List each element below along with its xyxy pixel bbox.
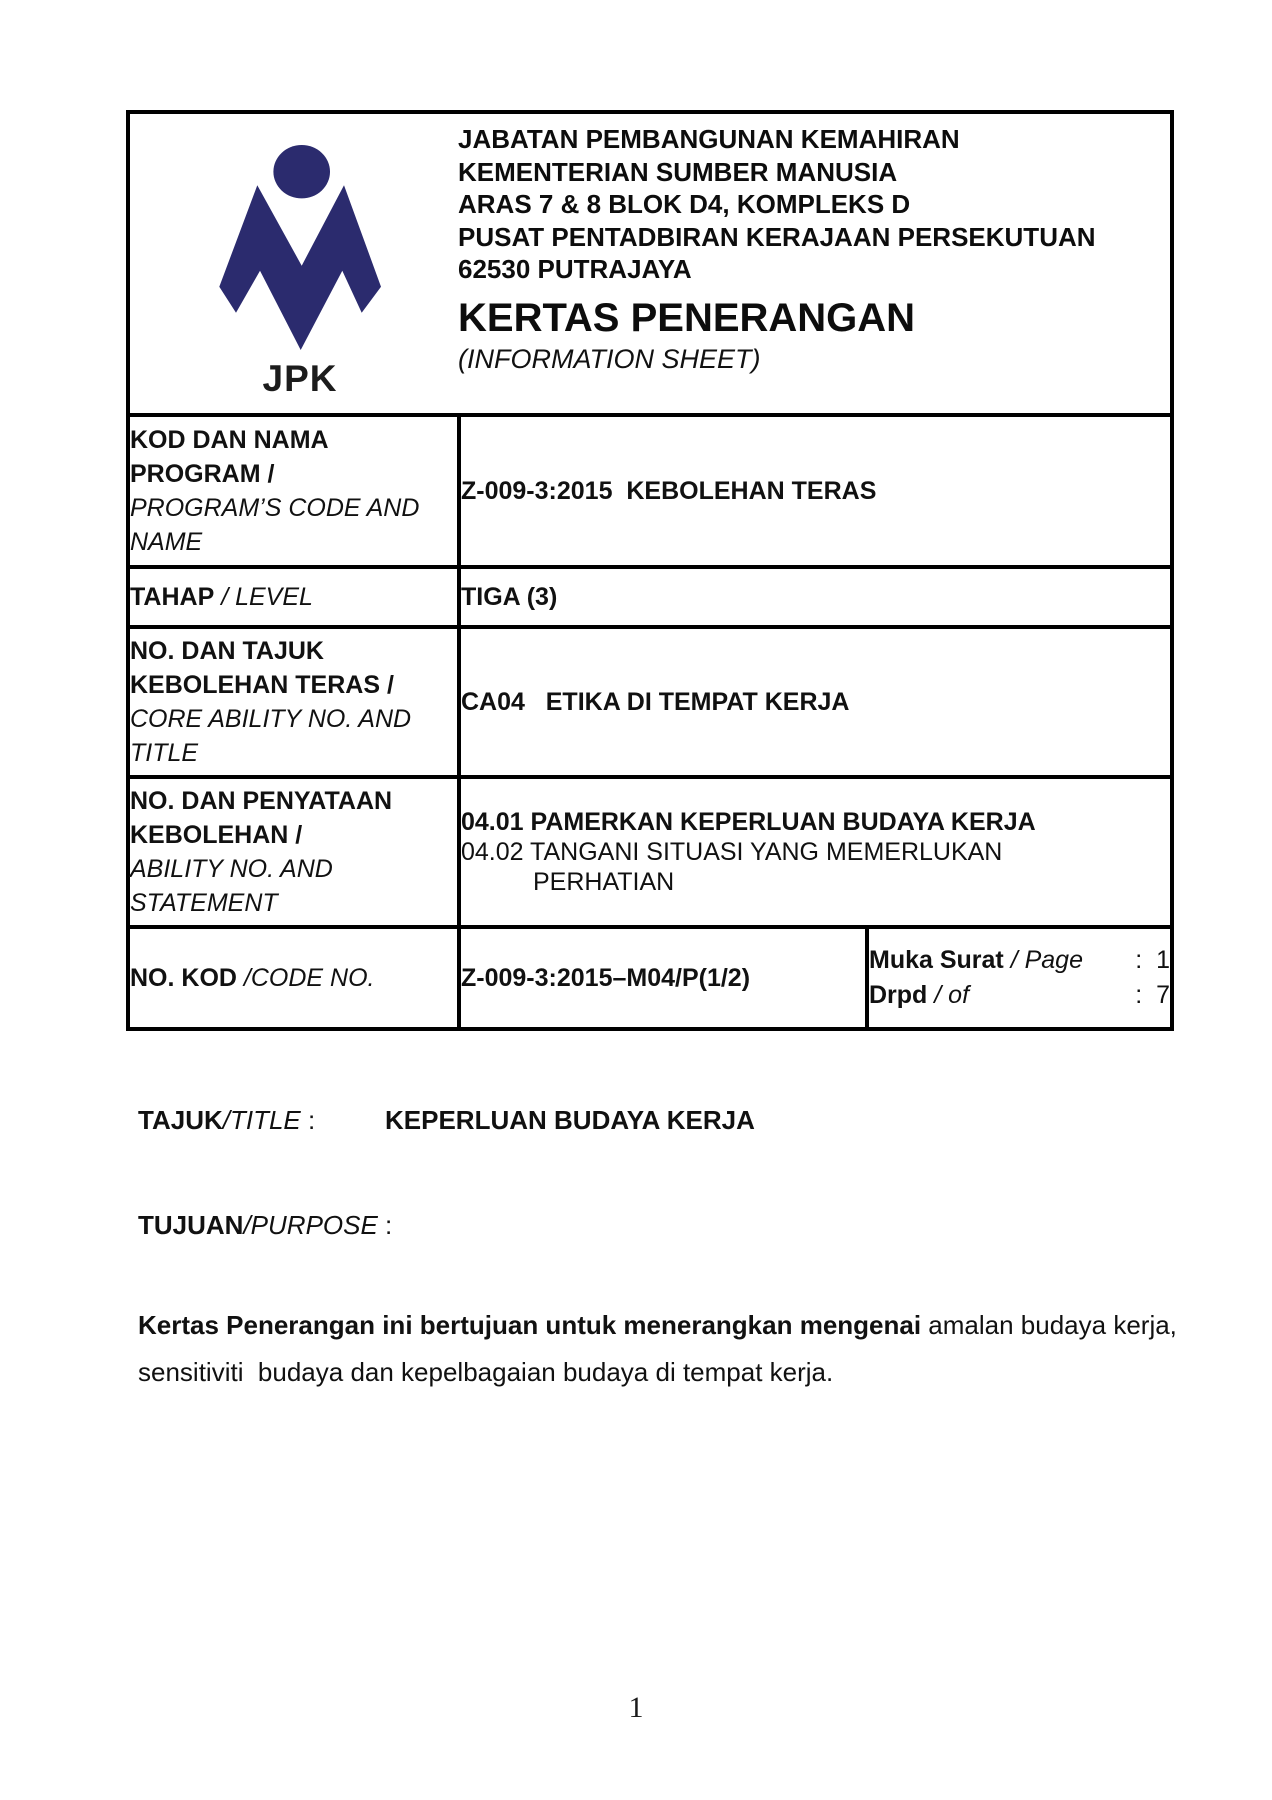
tujuan-label-italic: /PURPOSE	[243, 1210, 378, 1240]
ability-statement-value-cell	[459, 777, 1172, 927]
page-info-cell	[867, 927, 1172, 1029]
tujuan-label-bold: TUJUAN	[138, 1210, 244, 1240]
core-ability-value: CA04 ETIKA DI TEMPAT KERJA	[461, 687, 850, 716]
of-label	[869, 978, 969, 1013]
tajuk-value: KEPERLUAN BUDAYA KERJA	[385, 1105, 755, 1135]
address-line: KEMENTERIAN SUMBER MANUSIA	[458, 156, 898, 187]
page-value: : 1	[1135, 946, 1171, 974]
code-label-bold: NO. KOD	[130, 964, 237, 992]
core-ability-label-italic: CORE ABILITY NO. AND TITLE	[130, 705, 412, 767]
purpose-line1-regular: amalan budaya kerja,	[921, 1310, 1177, 1340]
page-label-italic: / Page	[1003, 946, 1083, 974]
purpose-paragraph	[138, 1302, 1177, 1396]
program-label-italic: PROGRAM’S CODE AND NAME	[130, 494, 420, 556]
level-label-cell	[128, 567, 459, 627]
code-value-cell	[459, 927, 867, 1029]
info-sheet-table	[126, 110, 1174, 1031]
level-value: TIGA (3)	[461, 582, 558, 611]
tujuan-label	[138, 1208, 392, 1242]
program-label-cell	[128, 415, 459, 567]
address-line: 62530 PUTRAJAYA	[458, 254, 692, 284]
header-cell	[128, 112, 1172, 415]
purpose-paragraph-line1	[138, 1302, 1177, 1349]
logo-m-shape	[219, 185, 381, 350]
sheet-title: KERTAS PENERANGAN	[458, 296, 916, 340]
program-label-bold: KOD DAN NAMA PROGRAM /	[130, 426, 328, 488]
tajuk-colon: :	[300, 1105, 316, 1135]
tajuk-label-italic: /TITLE	[222, 1105, 301, 1135]
of-label-bold: Drpd	[869, 981, 928, 1009]
core-ability-value-cell	[459, 627, 1172, 777]
level-label-italic: / LEVEL	[214, 583, 313, 611]
code-label-cell	[128, 927, 459, 1029]
ability-statement-label-cell	[128, 777, 459, 927]
agency-address	[458, 123, 1096, 286]
jpk-logo-icon	[216, 143, 384, 351]
core-ability-label-bold: NO. DAN TAJUK KEBOLEHAN TERAS /	[130, 637, 394, 699]
address-line: PUSAT PENTADBIRAN KERAJAAN PERSEKUTUAN	[458, 221, 1096, 252]
page-number: 1	[628, 1691, 644, 1724]
purpose-paragraph-line2: sensitiviti budaya dan kepelbagaian budaya di tempat kerja.	[138, 1357, 834, 1387]
page-line	[869, 943, 1170, 978]
tajuk-label-bold: TAJUK	[138, 1105, 223, 1135]
ability-statement-line2: 04.02 TANGANI SITUASI YANG MEMERLUKAN	[461, 838, 1003, 866]
core-ability-label-cell	[128, 627, 459, 777]
address-line: ARAS 7 & 8 BLOK D4, KOMPLEKS D	[458, 189, 911, 219]
tujuan-colon: :	[377, 1210, 393, 1240]
logo-head-shape	[273, 145, 330, 198]
code-value: Z-009-3:2015–M04/P(1/2)	[461, 963, 751, 992]
program-value: Z-009-3:2015 KEBOLEHAN TERAS	[461, 476, 877, 505]
of-line	[869, 978, 1170, 1013]
purpose-line1-bold: Kertas Penerangan ini bertujuan untuk menerangkan mengenai	[138, 1310, 922, 1340]
sheet-subtitle: (INFORMATION SHEET)	[458, 344, 761, 374]
code-label-italic: /CODE NO.	[236, 964, 375, 992]
ability-statement-line1: 04.01 PAMERKAN KEPERLUAN BUDAYA KERJA	[461, 808, 1036, 836]
of-label-italic: / of	[927, 981, 970, 1009]
page-label	[869, 943, 1083, 978]
address-line: JABATAN PEMBANGUNAN KEMAHIRAN	[458, 124, 960, 154]
page-label-bold: Muka Surat	[869, 946, 1004, 974]
level-label-bold: TAHAP	[130, 583, 215, 611]
of-value: : 7	[1135, 981, 1171, 1009]
ability-statement-label-bold: NO. DAN PENYATAAN KEBOLEHAN /	[130, 787, 393, 849]
ability-statement-label-italic: ABILITY NO. AND STATEMENT	[130, 855, 333, 917]
level-value-cell	[459, 567, 1172, 627]
tajuk-label	[138, 1103, 315, 1137]
logo-caption: JPK	[262, 358, 338, 399]
ability-statement-line3: PERHATIAN	[533, 868, 675, 896]
program-value-cell	[459, 415, 1172, 567]
